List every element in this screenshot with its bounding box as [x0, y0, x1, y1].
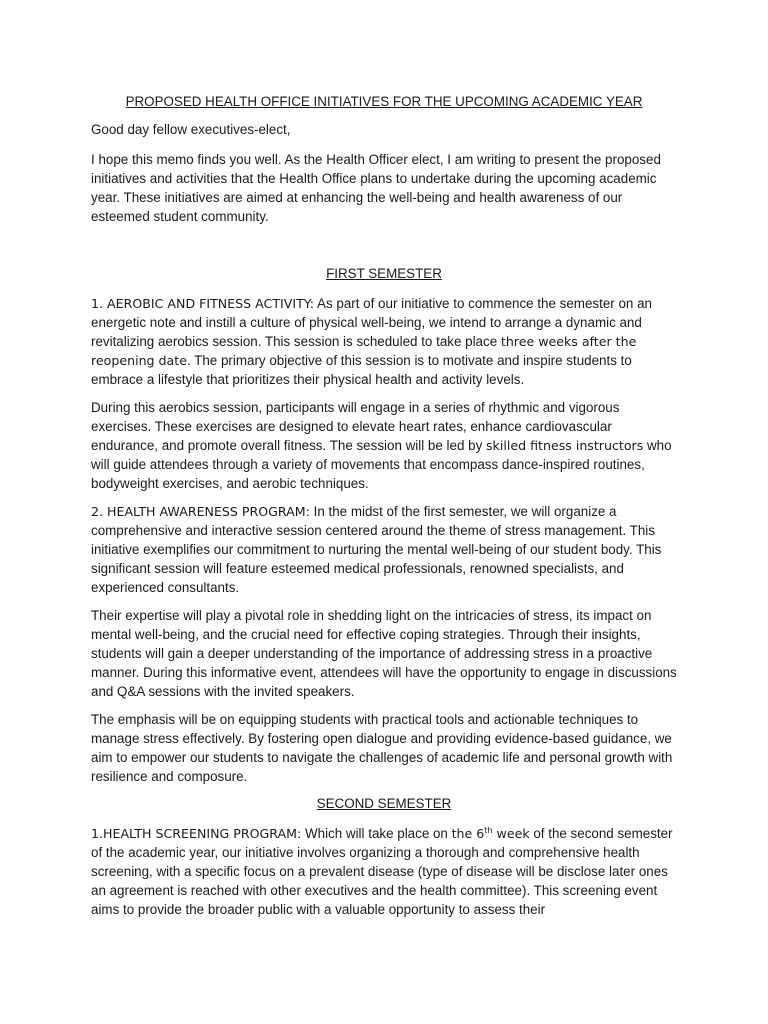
aerobic-label: 1. AEROBIC AND FITNESS ACTIVITY: [91, 296, 315, 311]
aerobic-paragraph [91, 294, 681, 389]
health-awareness-paragraph [91, 502, 681, 597]
health-screening-label: 1.HEALTH SCREENING PROGRAM: [91, 826, 302, 841]
sixth-week-suffix: week [492, 826, 530, 841]
aerobic2-text-b: who will guide attendees through a variety of movements that encompass dance-inspired routines, bodyweight exercises, and aerobic techniques. [91, 438, 672, 491]
health-awareness-text: In the midst of the first semester, we will organize a comprehensive and interactive session centered around the theme of stress management. This initiative exemplifies our commitment to nurturing the mental well-being of our student body. This significant session will feature esteemed medical professionals, renowned specialists, and experienced consultants. [91, 504, 662, 595]
sixth-week-highlight [452, 826, 530, 841]
aerobic-text-b: . The primary objective of this session is to motivate and inspire students to embrace a lifestyle that prioritizes their physical health and activity levels. [91, 353, 632, 387]
greeting: Good day fellow executives-elect, [91, 122, 291, 137]
sixth-week-prefix: the 6 [451, 826, 485, 841]
aerobic2-highlight: skilled fitness instructors [486, 438, 644, 453]
aerobic-highlight: three weeks after the reopening date [91, 334, 637, 368]
health-screening-text-b: of the second semester of the academic year, our initiative involves organizing a thorough and comprehensive health screening, with a specific focus on a prevalent disease (type of disease will be disclose later ones an agreement is reached with other executives and the health committee). This screening event aims to provide the broader public with a valuable opportunity to assess their [91, 826, 673, 917]
aerobic2-text-a: During this aerobics session, participants will engage in a series of rhythmic and vigorous exercises. These exercises are designed to elevate heart rates, enhance cardiovascular endurance, and promote overall fitness. The session will be led by [91, 400, 620, 453]
intro-paragraph: I hope this memo finds you well. As the Health Officer elect, I am writing to present the proposed initiatives and activities that the Health Office plans to undertake during the upcoming academic year. These initiatives are aimed at enhancing the well-being and health awareness of our esteemed student community. [91, 152, 661, 224]
health-screening-text-a: Which will take place on [301, 826, 452, 841]
aerobic-text-a: As part of our initiative to commence the semester on an energetic note and instill a culture of physical well-being, we intend to arrange a dynamic and revitalizing aerobics session. This session is scheduled to take place [91, 296, 652, 349]
sixth-week-sup: th [484, 825, 493, 835]
aerobic-paragraph-2 [91, 398, 681, 493]
health-awareness-label: 2. HEALTH AWARENESS PROGRAM: [91, 504, 310, 519]
second-semester-heading: SECOND SEMESTER [316, 796, 452, 811]
first-semester-heading: FIRST SEMESTER [326, 266, 442, 281]
health-screening-paragraph [91, 824, 681, 919]
memo-title: PROPOSED HEALTH OFFICE INITIATIVES FOR THE UPCOMING ACADEMIC YEAR [125, 94, 643, 109]
stress-expertise-paragraph: Their expertise will play a pivotal role in shedding light on the intricacies of stress, its impact on mental well-being, and the crucial need for effective coping strategies. Through their insights, students will gain a deeper understanding of the importance of addressing stress in a proactive manner. During this informative event, attendees will have the opportunity to engage in discussions and Q&A sessions with the invited speakers. [91, 608, 677, 699]
stress-emphasis-paragraph: The emphasis will be on equipping students with practical tools and actionable techniques to manage stress effectively. By fostering open dialogue and providing evidence-based guidance, we aim to empower our students to navigate the challenges of academic life and personal growth with resilience and composure. [91, 712, 673, 784]
